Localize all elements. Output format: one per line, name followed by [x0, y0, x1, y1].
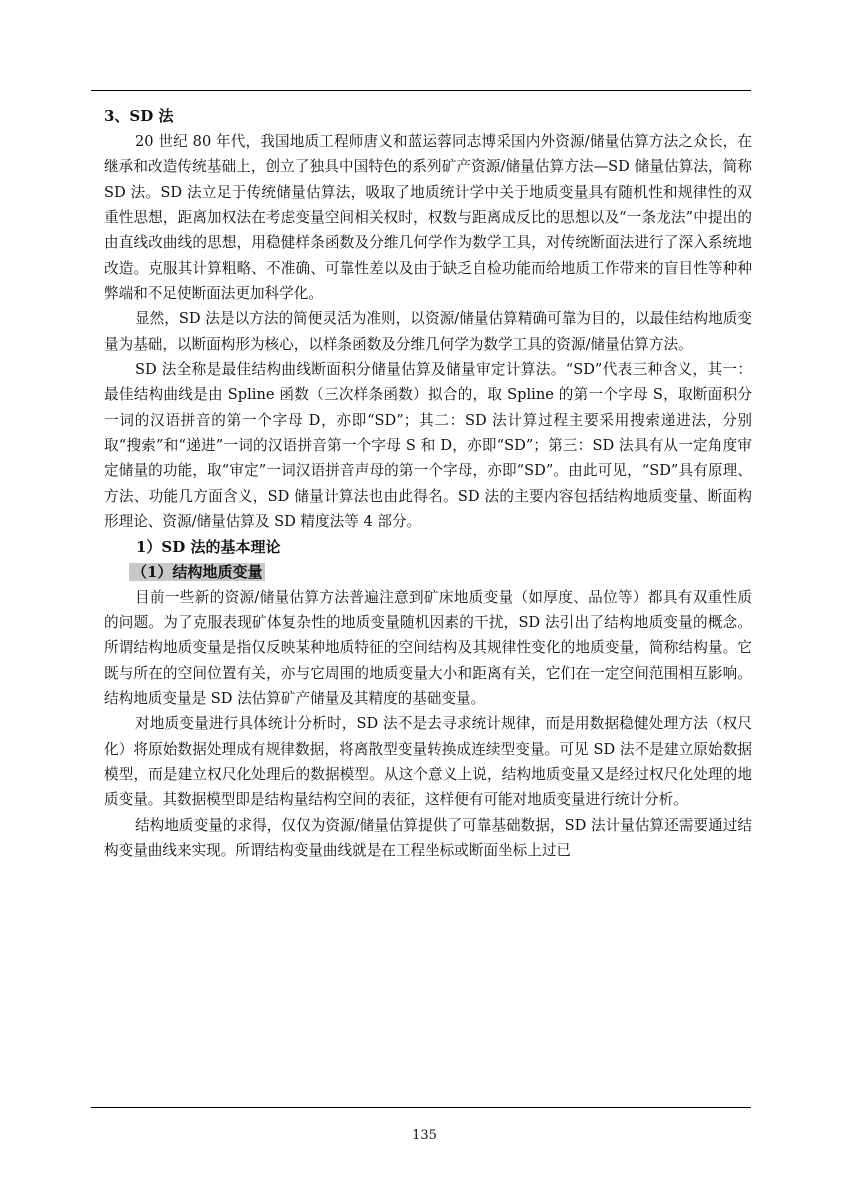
paragraph: 20 世纪 80 年代，我国地质工程师唐义和蓝运蓉同志博采国内外资源/储量估算方法之众长，在继承和改造传统基础上，创立了独具中国特色的系列矿产资源/储量估算方法—SD 储量估算法，简称 SD 法。SD 法立足于传统储量估算法，吸取了地质统计学中关于地质变量具有随机性和规律性的双重性思想，距离加权法在考虑变量空间相关权时，权数与距离成反比的思想以及“一条龙法”中提出的由直线改曲线的思想，用稳健样条函数及分维几何学作为数学工具，对传统断面法进行了深入系统地改造。克服其计算粗略、不准确、可靠性差以及由于缺乏自检功能而给地质工作带来的盲目性等种种弊端和不足使断面法更加科学化。 [104, 133, 752, 303]
paragraph: 显然，SD 法是以方法的简便灵活为准则，以资源/储量估算精确可靠为目的，以最佳结构地质变量为基础，以断面构形为核心，以样条函数及分维几何学为数学工具的资源/储量估算方法。 [104, 310, 752, 353]
paragraph: SD 法全称是最佳结构曲线断面积分储量估算及储量审定计算法。“SD”代表三种含义，其一：最佳结构曲线是由 Spline 函数（三次样条函数）拟合的，取 Spline 的第一个字母 S，取断面积分一词的汉语拼音的第一个字母 D，亦即“SD”；其二：SD 法计算过程主要采用搜索递进法，分别取“搜索”和“递进”一词的汉语拼音第一个字母 S 和 D，亦即“SD”；第三：SD 法具有从一定角度审定储量的功能，取“审定”一词汉语拼音声母的第一个字母，亦即“SD”。由此可见，“SD”具有原理、方法、功能几方面含义，SD 储量计算法也由此得名。SD 法的主要内容包括结构地质变量、断面构形理论、资源/储量估算及 SD 精度法等 4 部分。 [104, 361, 752, 531]
footer-rule [91, 1107, 751, 1108]
highlighted-heading-text: （1）结构地质变量 [129, 563, 265, 581]
paragraph: 对地质变量进行具体统计分析时，SD 法不是去寻求统计规律，而是用数据稳健处理方法（权尺化）将原始数据处理成有规律数据，将离散型变量转换成连续型变量。可见 SD 法不是建立原始数据模型，而是建立权尺化处理后的数据模型。从这个意义上说，结构地质变量又是经过权尺化处理的地质变量。其数据模型即是结构量结构空间的表征，这样便有可能对地质变量进行统计分析。 [104, 715, 752, 809]
section-heading: 3、SD 法 [104, 107, 174, 125]
paragraph: 结构地质变量的求得，仅仅为资源/储量估算提供了可靠基础数据，SD 法计量估算还需要通过结构变量曲线来实现。所谓结构变量曲线就是在工程坐标或断面坐标上过已 [104, 816, 752, 859]
header-rule [91, 90, 751, 91]
page-number: 135 [412, 1128, 437, 1143]
subsubsection-heading [104, 560, 752, 585]
subsection-heading: 1）SD 法的基本理论 [136, 537, 281, 556]
paragraph: 目前一些新的资源/储量估算方法普遍注意到矿床地质变量（如厚度、品位等）都具有双重性质的问题。为了克服表现矿体复杂性的地质变量随机因素的干扰，SD 法引出了结构地质变量的概念。所谓结构地质变量是指仅反映某种地质特征的空间结构及其规律性变化的地质变量，简称结构量。它既与所在的空间位置有关，亦与它周围的地质变量大小和距离有关，它们在一定空间范围相互影响。结构地质变量是 SD 法估算矿产储量及其精度的基础变量。 [104, 588, 752, 707]
page-body [104, 104, 752, 863]
